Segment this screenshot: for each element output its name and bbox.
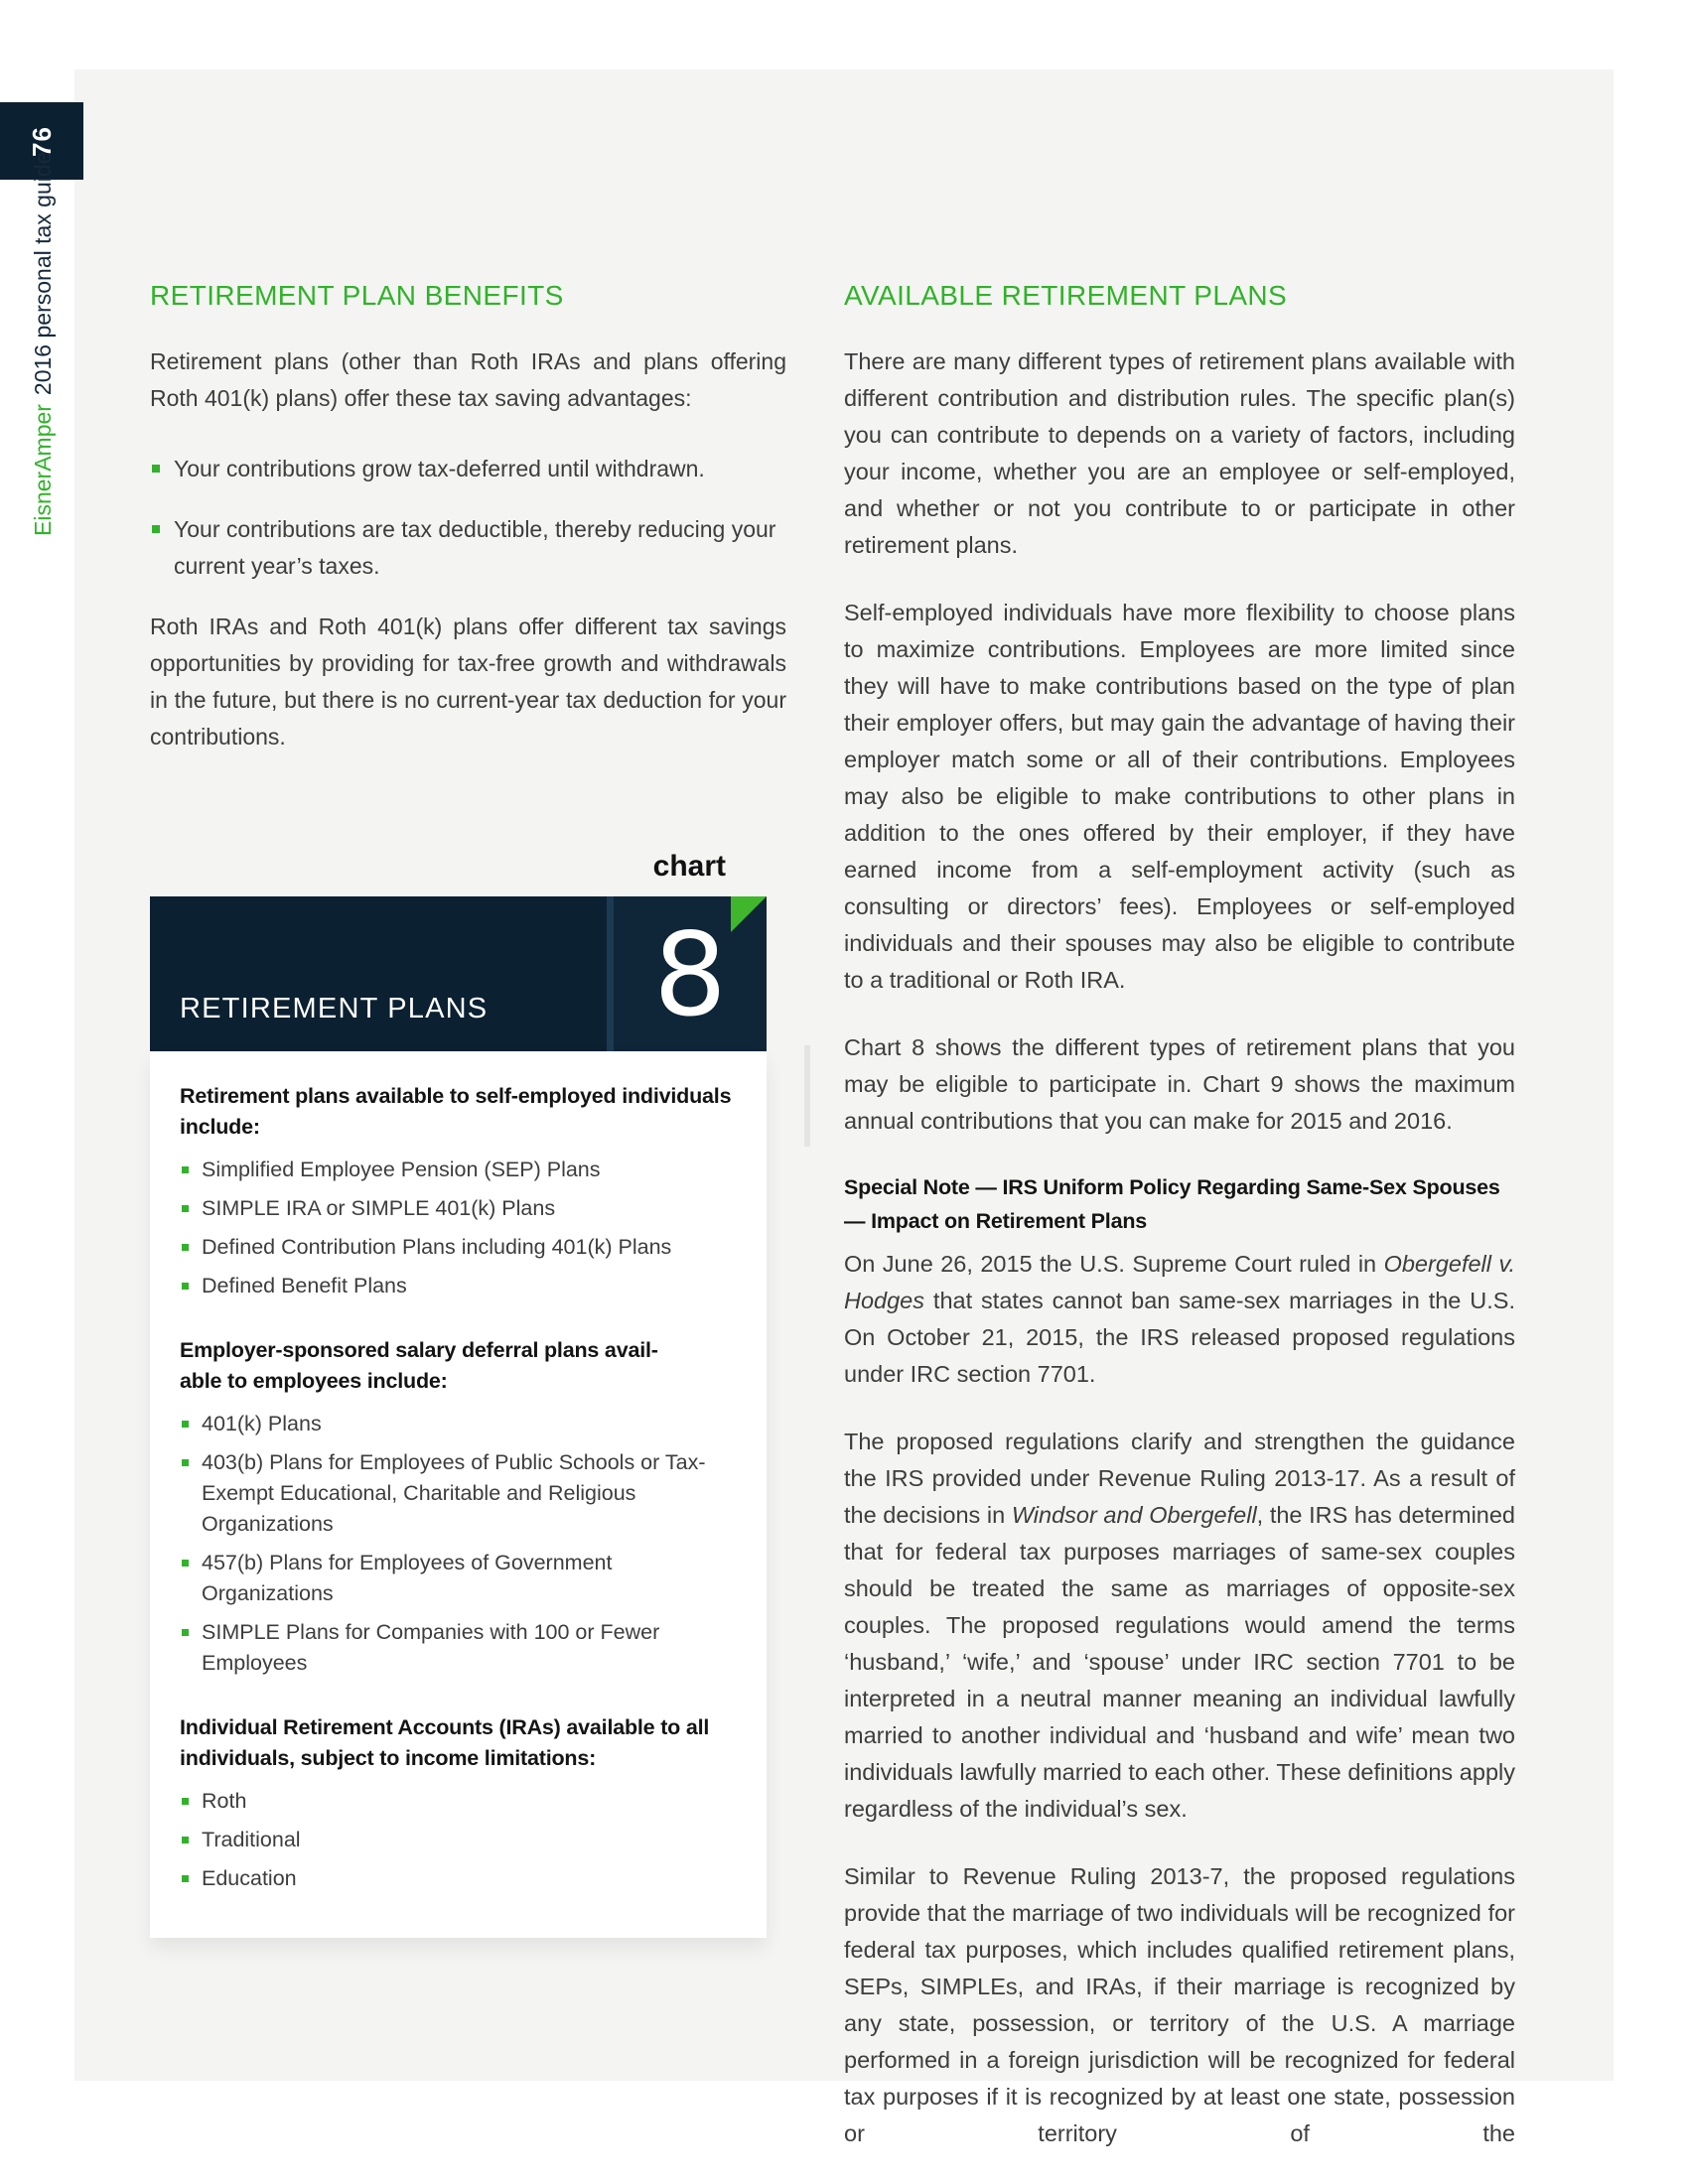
bullet-square-icon [182, 1837, 189, 1843]
bullet-square-icon [182, 1244, 189, 1251]
text-segment: On June 26, 2015 the U.S. Supreme Court ruled in [844, 1251, 1384, 1277]
folded-corner-icon [731, 896, 767, 932]
chart-header [150, 896, 767, 1051]
chart-list-item [180, 1786, 737, 1817]
benefits-bullet-list [150, 451, 786, 585]
brand-tagline: 2016 personal tax guide [29, 151, 56, 396]
chart-list-text: SIMPLE IRA or SIMPLE 401(k) Plans [202, 1196, 556, 1220]
left-column-heading: RETIREMENT PLAN BENEFITS [150, 280, 564, 311]
paragraph-chart-reference: Chart 8 shows the different types of retirement plans that you may be eligible to participate in. Chart 9 shows the maximum annual contributions that you can make for 2015 and 2016. [844, 1034, 1515, 1134]
chart-list-text: Traditional [202, 1828, 301, 1851]
italic-text: Windsor and Obergefell [1011, 1502, 1257, 1528]
chart-content-box [150, 1051, 767, 1938]
bullet-square-icon [182, 1798, 189, 1805]
text-segment: The proposed regulations clarify and strengthen the guidance the IRS provided under Revenue Ruling 2013-17. As a result of the decisions in [844, 1429, 1515, 1528]
bullet-item [150, 511, 786, 585]
paragraph-overview: There are many different types of retirement plans available with different contribution and distribution rules. The specific plan(s) you can contribute to depends on a variety of factors, including your income, whether you are an employee or self-employed, and whether or not you contribute to or participate in other retirement plans. [844, 348, 1515, 558]
chart-section-heading: Individual Retirement Accounts (IRAs) available to all individuals, subject to income limitations: [180, 1715, 710, 1770]
bullet-square-icon [182, 1283, 189, 1290]
chart-list-text: Education [202, 1866, 297, 1890]
roth-paragraph: Roth IRAs and Roth 401(k) plans offer different tax savings opportunities by providing for tax-free growth and withdrawals in the future, but there is no current-year tax deduction for your contributions. [150, 614, 786, 750]
chart-section [180, 1335, 737, 1679]
chart-label: chart [652, 850, 726, 883]
chart-list-item [180, 1409, 737, 1439]
right-column-heading: AVAILABLE RETIREMENT PLANS [844, 280, 1288, 311]
chart-list-text: Defined Contribution Plans including 401(k) Plans [202, 1235, 672, 1259]
bullet-square-icon [152, 525, 160, 533]
chart-list-text: Roth [202, 1789, 247, 1813]
text-segment: able to employees include: [180, 1369, 448, 1393]
paragraph-revenue-ruling: Similar to Revenue Ruling 2013-7, the proposed regulations provide that the marriage of two individuals will be recognized for federal tax purposes, which includes qualified retirement plans, SEPs, SIMPLEs, and IRAs, if their marriage is recognized by any state, possession, or territory of the U.S. A marriage performed in a foreign jurisdiction will be recognized for federal tax purposes if it is recognized by at least one state, possession or territory of the [844, 1863, 1515, 2146]
chart-list-text: Simplified Employee Pension (SEP) Plans [202, 1158, 601, 1181]
text-segment: that states cannot ban same-sex marriages in the U.S. On October 21, 2015, the IRS released proposed regulations under IRC section 7701. [844, 1288, 1515, 1387]
chart-list-text: 401(k) Plans [202, 1412, 322, 1435]
text-segment: Special Note — IRS Uniform Policy Regarding Same-Sex Spouses [844, 1175, 1500, 1199]
bullet-square-icon [182, 1166, 189, 1173]
chart-list-item [180, 1617, 737, 1679]
right-column [844, 280, 1515, 2152]
chart-number-tile [614, 896, 767, 1051]
text-segment: — Impact on Retirement Plans [844, 1209, 1148, 1233]
chart-list-item [180, 1825, 737, 1855]
chart-list-text: 403(b) Plans for Employees of Public Schools or Tax-Exempt Educational, Charitable and Religious Organizations [202, 1450, 706, 1536]
text-segment: Employer-sponsored salary deferral plans avail- [180, 1338, 658, 1362]
chart-section-heading [180, 1335, 737, 1397]
bullet-text: Your contributions grow tax-deferred until withdrawn. [174, 456, 705, 481]
chart-list-item [180, 1193, 737, 1224]
chart-list-item [180, 1232, 737, 1263]
chart-list-item [180, 1447, 737, 1540]
chart-list-text: Defined Benefit Plans [202, 1274, 407, 1297]
chart-list-text: 457(b) Plans for Employees of Government Organizations [202, 1551, 613, 1605]
brand-name: EisnerAmper [29, 404, 56, 536]
chart-number: 8 [653, 908, 727, 1042]
chart-section [180, 1712, 737, 1894]
chart-list-item [180, 1548, 737, 1609]
paragraph-self-employed: Self-employed individuals have more flexibility to choose plans to maximize contributions. Employees are more limited since they will have to make contributions based on the type of plan their employer offers, but may gain the advantage of having their employer match some or all of their contributions. Employees may also be eligible to make contributions to other plans in addition to the ones offered by their employer, if they have earned income from a self-employment activity (such as consulting or directors’ fees). Employees or self-employed individuals and their spouses may also be eligible to contribute to a traditional or Roth IRA. [844, 600, 1515, 993]
chart-title-box [150, 896, 607, 1051]
paragraph-proposed-regulations [844, 1424, 1515, 1828]
bullet-square-icon [182, 1875, 189, 1882]
bullet-square-icon [152, 465, 160, 473]
bullet-square-icon [182, 1560, 189, 1567]
chart-section-heading: Retirement plans available to self-employed individuals include: [180, 1084, 732, 1139]
special-note-heading [844, 1170, 1515, 1238]
bullet-item [150, 451, 786, 487]
bullet-square-icon [182, 1629, 189, 1636]
decorative-rule [804, 1045, 810, 1147]
chart-list-text: SIMPLE Plans for Companies with 100 or Fewer Employees [202, 1620, 660, 1675]
text-segment: , the IRS has determined that for federal tax purposes marriages of same-sex couples should be treated the same as marriages of opposite-sex couples. The proposed regulations would amend the terms ‘husband,’ ‘wife,’ and ‘spouse’ under IRC section 7701 to be interpreted in a neutral manner meaning an individual lawfully married to another individual and ‘husband and wife’ mean two individuals lawfully married to each other. These definitions apply regardless of the individual’s sex. [844, 1502, 1515, 1822]
chart-list-item [180, 1863, 737, 1894]
bullet-square-icon [182, 1421, 189, 1428]
page-number: 76 [26, 125, 57, 157]
left-column [150, 280, 786, 755]
chart-section [180, 1081, 737, 1301]
chart-list-item [180, 1155, 737, 1185]
bullet-square-icon [182, 1205, 189, 1212]
chart-list-item [180, 1271, 737, 1301]
paragraph-obergefell [844, 1246, 1515, 1393]
bullet-text: Your contributions are tax deductible, thereby reducing your current year’s taxes. [174, 516, 776, 579]
intro-paragraph: Retirement plans (other than Roth IRAs and plans offering Roth 401(k) plans) offer these tax saving advantages: [150, 348, 786, 411]
chart-title: RETIREMENT PLANS [180, 993, 489, 1024]
sidebar-brand [18, 151, 68, 536]
bullet-square-icon [182, 1459, 189, 1466]
italic-text: Obergefell v. Hodges [844, 1251, 1515, 1313]
chart-seam-divider [607, 896, 614, 1051]
